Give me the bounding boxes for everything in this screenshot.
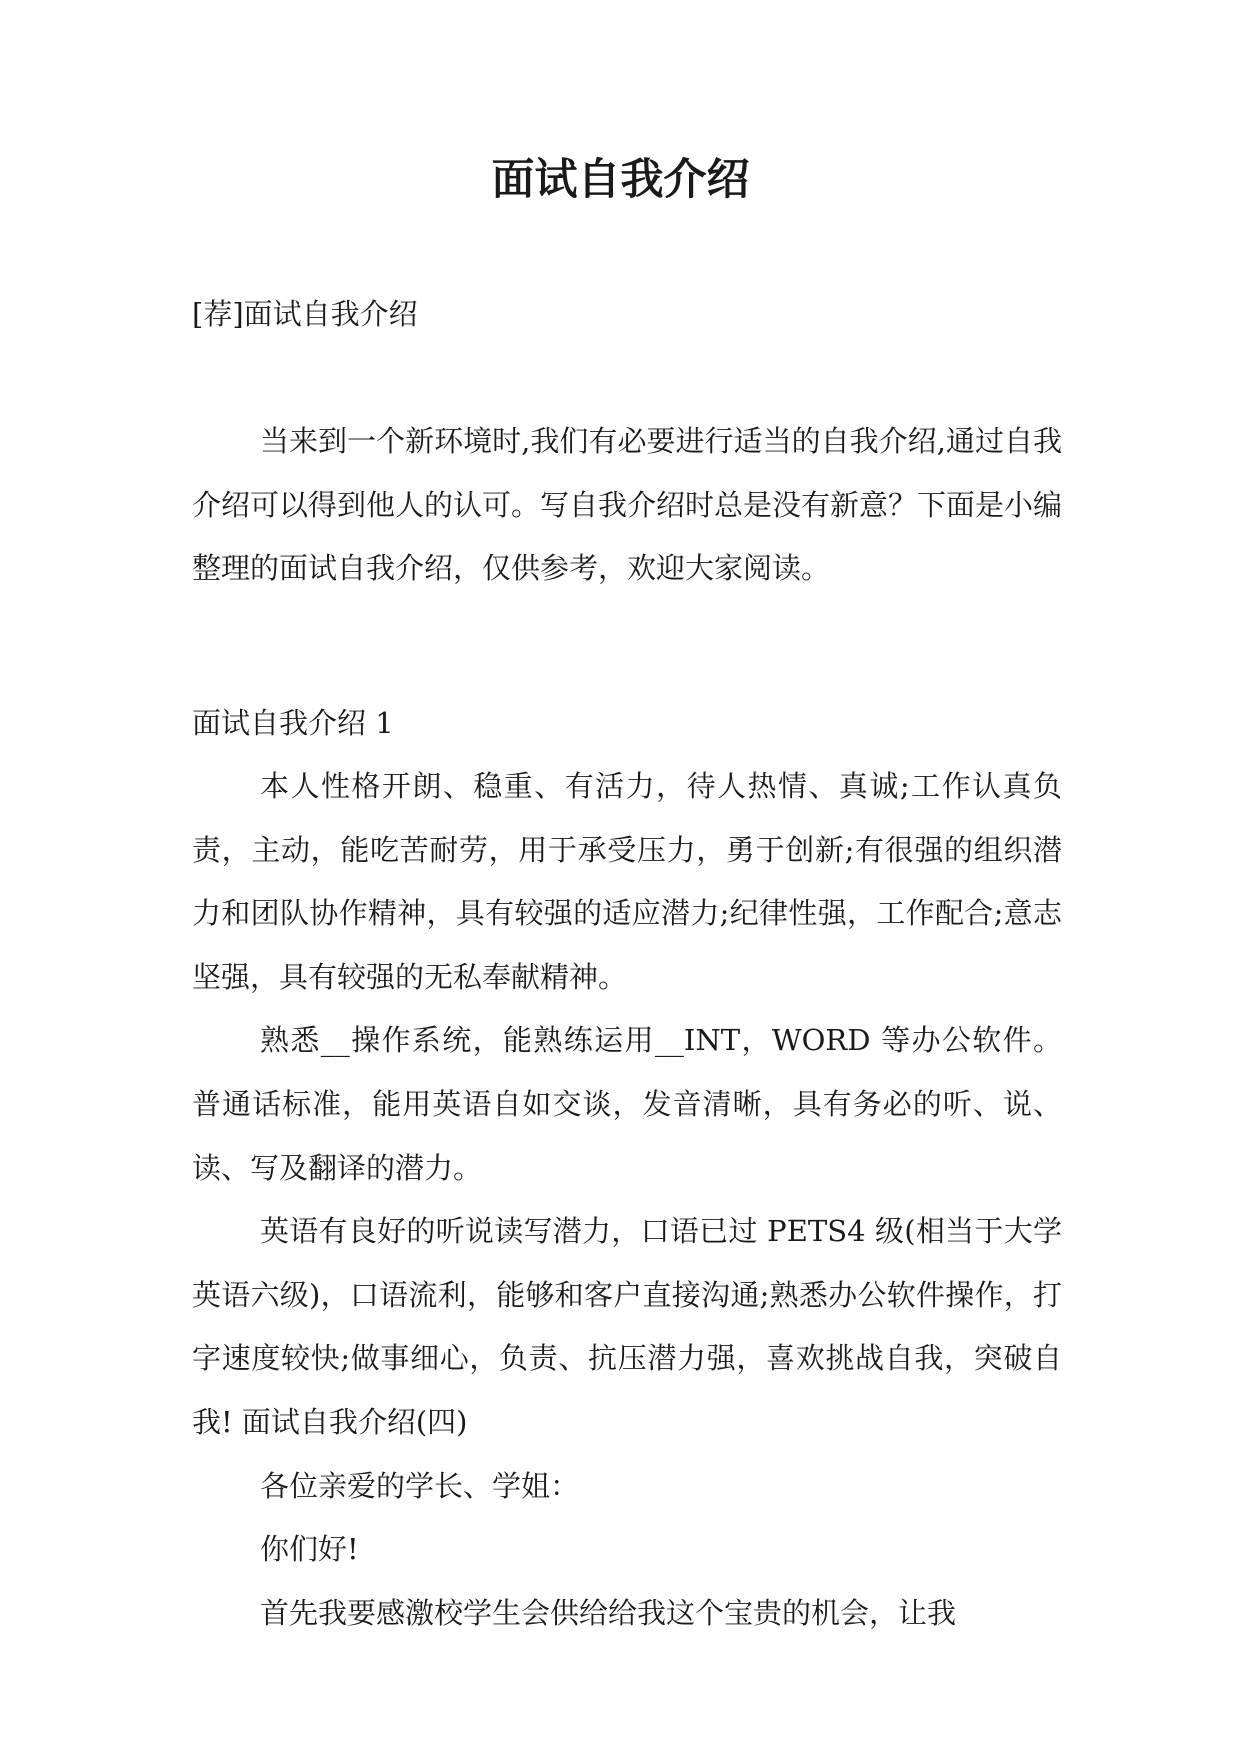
body-paragraph-2: 熟悉__操作系统，能熟练运用__INT，WORD 等办公软件。普通话标准，能用英语自如交谈，发音清晰，具有务必的听、说、读、写及翻译的潜力。 bbox=[192, 1023, 1062, 1185]
body-text bbox=[192, 755, 1062, 1645]
body-paragraph-final: 首先我要感激校学生会供给给我这个宝贵的机会，让我 bbox=[260, 1595, 957, 1630]
section-heading: 面试自我介绍 1 bbox=[192, 706, 394, 740]
document-subtitle: [荐]面试自我介绍 bbox=[192, 297, 418, 331]
body-paragraph-1: 本人性格开朗、稳重、有活力，待人热情、真诚;工作认真负责，主动，能吃苦耐劳，用于承受压力，勇于创新;有很强的组织潜力和团队协作精神，具有较强的适应潜力;纪律性强，工作配合;意志坚强，具有较强的无私奉献精神。 bbox=[192, 769, 1062, 994]
body-paragraph-3: 英语有良好的听说读写潜力，口语已过 PETS4 级(相当于大学英语六级)，口语流利，能够和客户直接沟通;熟悉办公软件操作，打字速度较快;做事细心，负责、抗压潜力强，喜欢挑战自我，突破自我! 面试自我介绍(四) bbox=[192, 1214, 1062, 1439]
salutation-line: 你们好! bbox=[260, 1532, 359, 1567]
intro-block bbox=[192, 410, 1062, 601]
document-title: 面试自我介绍 bbox=[491, 155, 750, 205]
intro-paragraph: 当来到一个新环境时,我们有必要进行适当的自我介绍,通过自我介绍可以得到他人的认可。写自我介绍时总是没有新意？下面是小编整理的面试自我介绍，仅供参考，欢迎大家阅读。 bbox=[192, 424, 1063, 585]
greeting-line: 各位亲爱的学长、学姐： bbox=[260, 1468, 580, 1503]
